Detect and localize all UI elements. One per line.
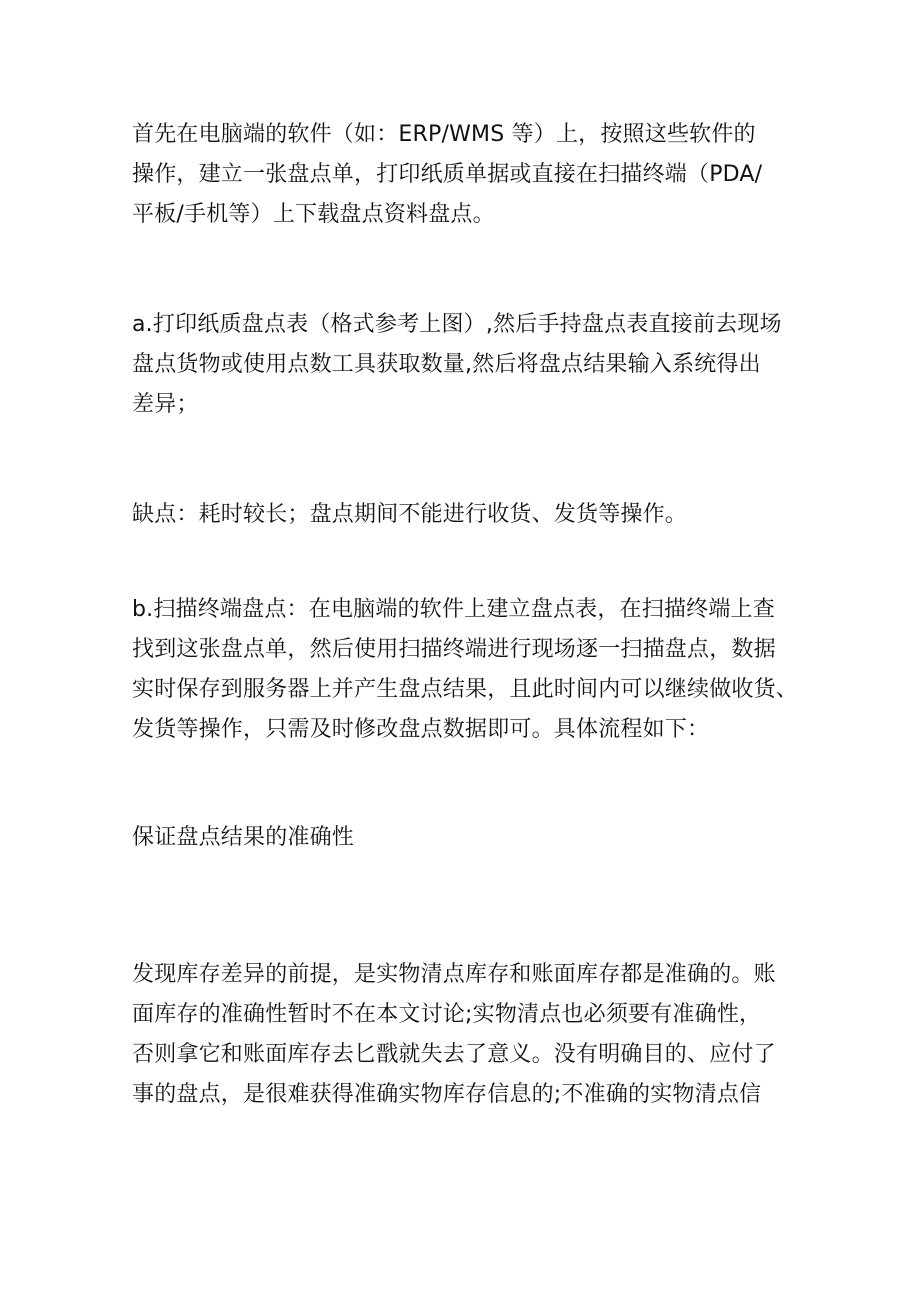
text-line: 发货等操作，只需及时修改盘点数据即可。具体流程如下： — [132, 717, 710, 742]
paragraph-method-a — [132, 305, 812, 425]
text-line: a.打印纸质盘点表（格式参考上图）,然后手持盘点表直接前去现场 — [132, 312, 782, 337]
text-line: 缺点：耗时较长；盘点期间不能进行收货、发货等操作。 — [132, 502, 688, 527]
text-line: 面库存的准确性暂时不在本文讨论;实物清点也必须要有准确性， — [132, 1002, 762, 1027]
text-line: b.扫描终端盘点：在电脑端的软件上建立盘点表，在扫描终端上查 — [132, 597, 775, 622]
heading-text: 保证盘点结果的准确性 — [132, 825, 355, 850]
paragraph-accuracy — [132, 955, 812, 1115]
text-line: 盘点货物或使用点数工具获取数量,然后将盘点结果输入系统得出 — [132, 352, 761, 377]
text-line: 差异； — [132, 392, 199, 417]
text-line: 发现库存差异的前提，是实物清点库存和账面库存都是准确的。账 — [132, 962, 776, 987]
text-line: 事的盘点，是很难获得准确实物库存信息的;不准确的实物清点信 — [132, 1082, 762, 1107]
paragraph-method-b — [132, 590, 812, 750]
text-line: 操作，建立一张盘点单，打印纸质单据或直接在扫描终端（PDA/ — [132, 162, 763, 187]
text-line: 实时保存到服务器上并产生盘点结果，且此时间内可以继续做收货、 — [132, 677, 799, 702]
paragraph-intro — [132, 115, 812, 235]
text-line: 平板/手机等）上下载盘点资料盘点。 — [132, 202, 495, 227]
paragraph-drawback — [132, 495, 812, 535]
text-line: 找到这张盘点单，然后使用扫描终端进行现场逐一扫描盘点，数据 — [132, 637, 776, 662]
text-line: 首先在电脑端的软件（如：ERP/WMS 等）上，按照这些软件的 — [132, 122, 756, 147]
text-line: 否则拿它和账面库存去匕戬就失去了意义。没有明确目的、应付了 — [132, 1042, 776, 1067]
section-heading — [132, 818, 812, 858]
